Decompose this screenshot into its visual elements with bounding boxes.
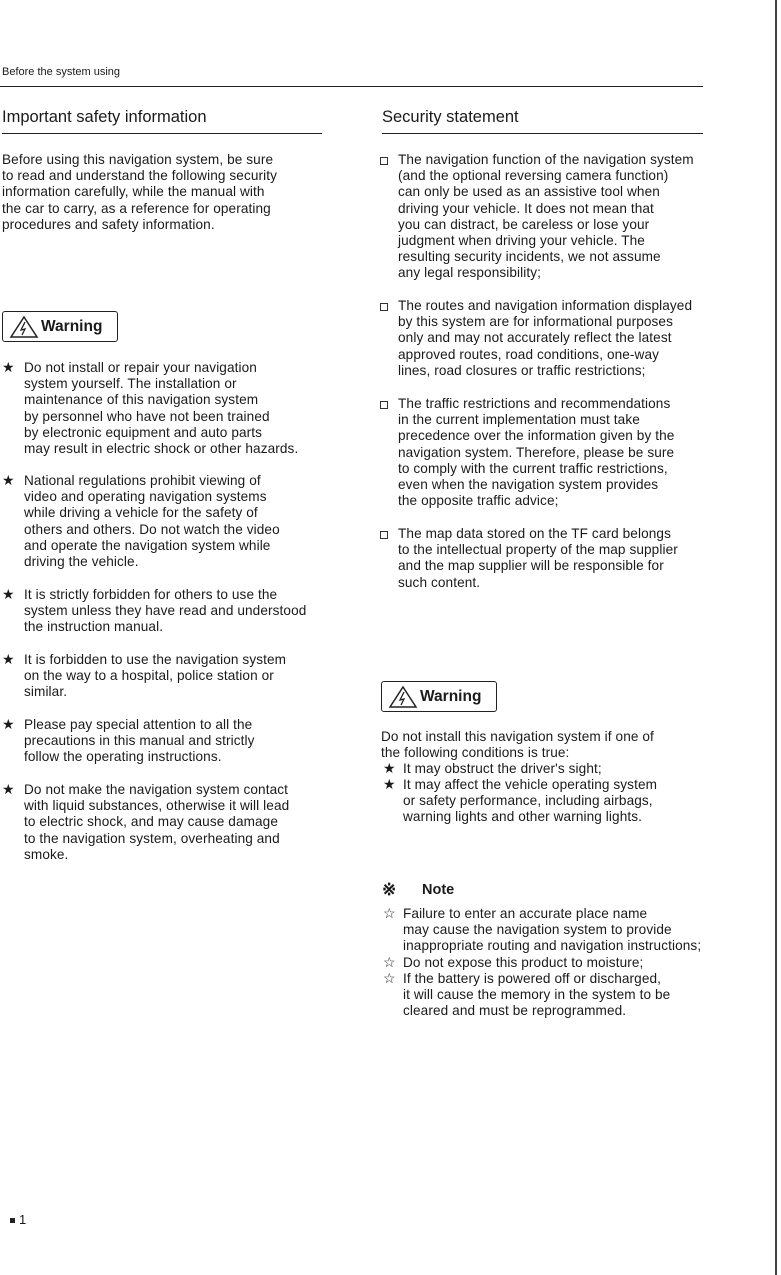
list-item-line: can only be used as an assistive tool when: [398, 184, 660, 200]
list-item-line: It is strictly forbidden for others to use the: [24, 587, 278, 602]
high-voltage-warning-icon: [388, 685, 418, 709]
list-item-line: The map data stored on the TF card belongs: [398, 526, 671, 541]
list-item-line: on the way to a hospital, police station or: [24, 668, 274, 684]
outline-star-bullet-icon: ☆: [383, 905, 396, 921]
list-item-line: and operate the navigation system while: [24, 537, 271, 553]
list-item-line: approved routes, road conditions, one-way: [398, 346, 660, 362]
list-item-line: Please pay special attention to all the: [24, 717, 253, 732]
outline-star-bullet-icon: ☆: [383, 954, 396, 970]
list-item-line: you can distract, be careless or lose your: [398, 216, 650, 232]
list-item-line: by electronic equipment and auto parts: [24, 424, 263, 440]
list-item-line: any legal responsibility;: [398, 265, 542, 281]
list-item-line: by this system are for informational purposes: [398, 314, 673, 330]
list-item-line: (and the optional reversing camera function): [398, 168, 669, 184]
note-asterisk-icon: ※: [382, 880, 397, 899]
list-item-line: It is forbidden to use the navigation system: [24, 652, 287, 667]
list-item-line: Do not expose this product to moisture;: [403, 955, 644, 970]
note-title: Note: [422, 882, 455, 898]
list-item-line: maintenance of this navigation system: [24, 392, 259, 408]
right-heading-rule: [382, 133, 703, 134]
list-item-line: in the current implementation must take: [398, 412, 640, 428]
list-item-line: or safety performance, including airbags,: [403, 793, 653, 809]
page-marker-icon: [10, 1218, 15, 1223]
list-item-line: with liquid substances, otherwise it will lead: [24, 798, 290, 814]
star-bullet-icon: ★: [2, 472, 15, 488]
list-item-line: by personnel who have not been trained: [24, 408, 270, 424]
list-item-line: driving your vehicle. It does not mean that: [398, 200, 654, 216]
list-item-line: inappropriate routing and navigation instructions;: [403, 938, 702, 954]
list-item-line: resulting security incidents, we not assume: [398, 249, 661, 265]
intro-line: to read and understand the following security: [2, 168, 278, 184]
warning-intro-line: the following conditions is true:: [381, 745, 570, 761]
square-bullet-icon: [380, 303, 388, 311]
star-bullet-icon: ★: [383, 760, 396, 776]
intro-line: Before using this navigation system, be sure: [2, 152, 274, 167]
list-item-line: National regulations prohibit viewing of: [24, 473, 261, 488]
list-item-line: the instruction manual.: [24, 619, 164, 635]
list-item-line: may result in electric shock or other hazards.: [24, 441, 299, 456]
list-item-line: system yourself. The installation or: [24, 376, 237, 392]
list-item-line: driving the vehicle.: [24, 554, 139, 569]
star-bullet-icon: ★: [2, 586, 15, 602]
list-item-line: similar.: [24, 684, 68, 700]
star-bullet-icon: ★: [2, 359, 15, 375]
list-item-line: Do not make the navigation system contact: [24, 782, 289, 797]
list-item-line: warning lights and other warning lights.: [403, 809, 643, 825]
list-item-line: precautions in this manual and strictly: [24, 733, 255, 749]
list-item-line: Failure to enter an accurate place name: [403, 906, 648, 921]
list-item-line: The routes and navigation information displayed: [398, 298, 693, 313]
square-bullet-icon: [380, 401, 388, 409]
square-bullet-icon: [380, 531, 388, 539]
list-item-line: Do not install or repair your navigation: [24, 360, 257, 375]
right-heading: Security statement: [382, 108, 519, 126]
list-item-line: to the intellectual property of the map supplier: [398, 542, 678, 558]
left-heading-rule: [2, 133, 322, 134]
list-item-line: such content.: [398, 574, 481, 590]
warning-badge-right: [381, 681, 497, 712]
list-item-line: system unless they have read and understood: [24, 603, 307, 619]
list-item-line: The traffic restrictions and recommendations: [398, 396, 671, 411]
list-item-line: It may affect the vehicle operating system: [403, 777, 658, 792]
list-item-line: even when the navigation system provides: [398, 477, 659, 492]
list-item-line: and the map supplier will be responsible for: [398, 558, 664, 574]
list-item-line: smoke.: [24, 846, 69, 862]
list-item-line: cleared and must be reprogrammed.: [403, 1003, 627, 1019]
left-heading: Important safety information: [2, 108, 207, 126]
list-item-line: may cause the navigation system to provide: [403, 922, 672, 938]
list-item-line: If the battery is powered off or discharged,: [403, 971, 662, 986]
page-number: [10, 1212, 26, 1227]
warning-label: Warning: [420, 687, 482, 705]
list-item-line: video and operating navigation systems: [24, 489, 267, 505]
list-item-line: while driving a vehicle for the safety of: [24, 505, 258, 521]
intro-line: procedures and safety information.: [2, 216, 215, 232]
warning-intro-line: Do not install this navigation system if one of: [381, 729, 654, 744]
high-voltage-warning-icon: [9, 315, 39, 339]
square-bullet-icon: [380, 157, 388, 165]
list-item-line: It may obstruct the driver's sight;: [403, 761, 602, 776]
header-rule: [0, 86, 703, 87]
list-item-line: follow the operating instructions.: [24, 749, 222, 765]
star-bullet-icon: ★: [2, 781, 15, 797]
page-edge-line: [775, 0, 777, 1275]
warning-badge-left: [2, 311, 118, 342]
outline-star-bullet-icon: ☆: [383, 970, 396, 986]
list-item-line: The navigation function of the navigation system: [398, 152, 694, 167]
star-bullet-icon: ★: [383, 776, 396, 792]
page-number-text: 1: [19, 1212, 27, 1227]
list-item-line: navigation system. Therefore, please be sure: [398, 444, 675, 460]
star-bullet-icon: ★: [2, 651, 15, 667]
list-item-line: to comply with the current traffic restrictions,: [398, 460, 668, 476]
list-item-line: precedence over the information given by the: [398, 428, 675, 444]
list-item-line: to the navigation system, overheating and: [24, 830, 280, 846]
section-header: Before the system using: [2, 66, 121, 78]
intro-line: information carefully, while the manual with: [2, 184, 265, 200]
list-item-line: to electric shock, and may cause damage: [24, 814, 279, 830]
list-item-line: the opposite traffic advice;: [398, 493, 559, 509]
list-item-line: judgment when driving your vehicle. The: [398, 233, 645, 248]
warning-label: Warning: [41, 317, 103, 335]
intro-line: the car to carry, as a reference for operating: [2, 200, 271, 216]
star-bullet-icon: ★: [2, 716, 15, 732]
list-item-line: only and may not accurately reflect the latest: [398, 330, 672, 346]
list-item-line: others and others. Do not watch the video: [24, 521, 280, 537]
list-item-line: it will cause the memory in the system to be: [403, 987, 671, 1003]
list-item-line: lines, road closures or traffic restrictions;: [398, 362, 646, 378]
